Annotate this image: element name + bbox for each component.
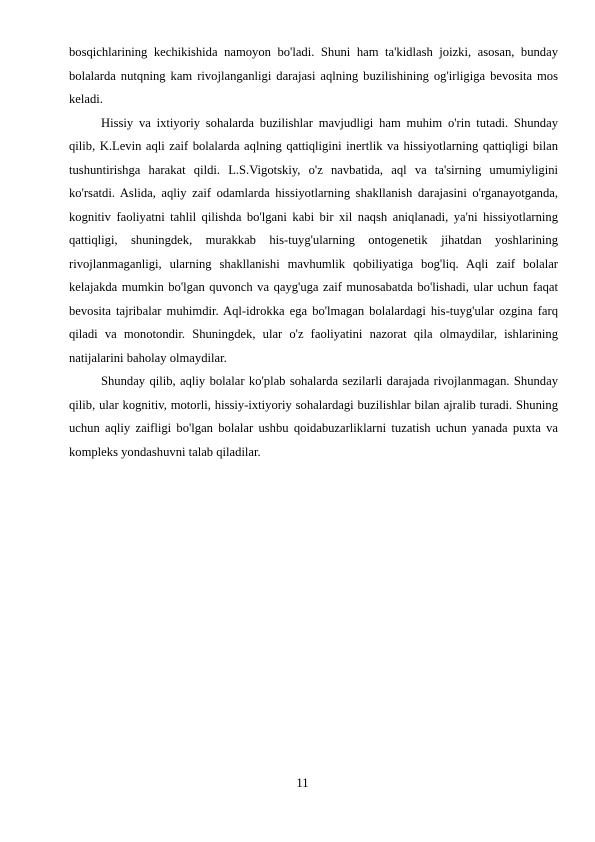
page-number: 11: [296, 776, 309, 790]
paragraph-continuation: bosqichlarining kechikishida namoyon bo'ladi. Shuni ham ta'kidlash joizki, asosan, bunday bolalarda nutqning kam rivojlanganligi darajasi aqlning buzilishining og'irligiga bevosita mos keladi.: [69, 45, 558, 106]
paragraph-conclusion: Shunday qilib, aqliy bolalar ko'plab sohalarda sezilarli darajada rivojlanmagan. Shunday qilib, ular kognitiv, motorli, hissiy-ixtiyoriy sohalardagi buzilishlar bilan ajralib turadi. Shuning uchun aqliy zaifligi bo'lgan bolalar ushbu qoidabuzarliklarni tuzatish uchun yanada puxta va kompleks yondashuvni talab qiladilar.: [69, 374, 558, 459]
document-body: [69, 41, 558, 464]
paragraph-emotional-sphere: Hissiy va ixtiyoriy sohalarda buzilishlar mavjudligi ham muhim o'rin tutadi. Shunday qilib, K.Levin aqli zaif bolalarda aqlning qattiqligini inertlik va hissiyotlarning qattiqligi bilan tushuntirishga harakat qildi. L.S.Vigotskiy, o'z navbatida, aql va ta'sirning umumiyligini ko'rsatdi. Aslida, aqliy zaif odamlarda hissiyotlarning shakllanish darajasini o'rganayotganda, kognitiv faoliyatni tahlil qilishda bo'lgani kabi bir xil naqsh aniqlanadi, ya'ni hissiyotlarning qattiqligi, shuningdek, murakkab his-tuyg'ularning ontogenetik jihatdan yoshlarining rivojlanmaganligi, ularning shakllanishi mavhumlik qobiliyatiga bog'liq. Aqli zaif bolalar kelajakda mumkin bo'lgan quvonch va qayg'uga zaif munosabatda bo'lishadi, ular uchun faqat bevosita tajribalar muhimdir. Aql-idrokka ega bo'lmagan bolalardagi his-tuyg'ular ozgina farq qiladi va monotondir. Shuningdek, ular o'z faoliyatini nazorat qila olmaydilar, ishlarining natijalarini baholay olmaydilar.: [69, 115, 558, 365]
